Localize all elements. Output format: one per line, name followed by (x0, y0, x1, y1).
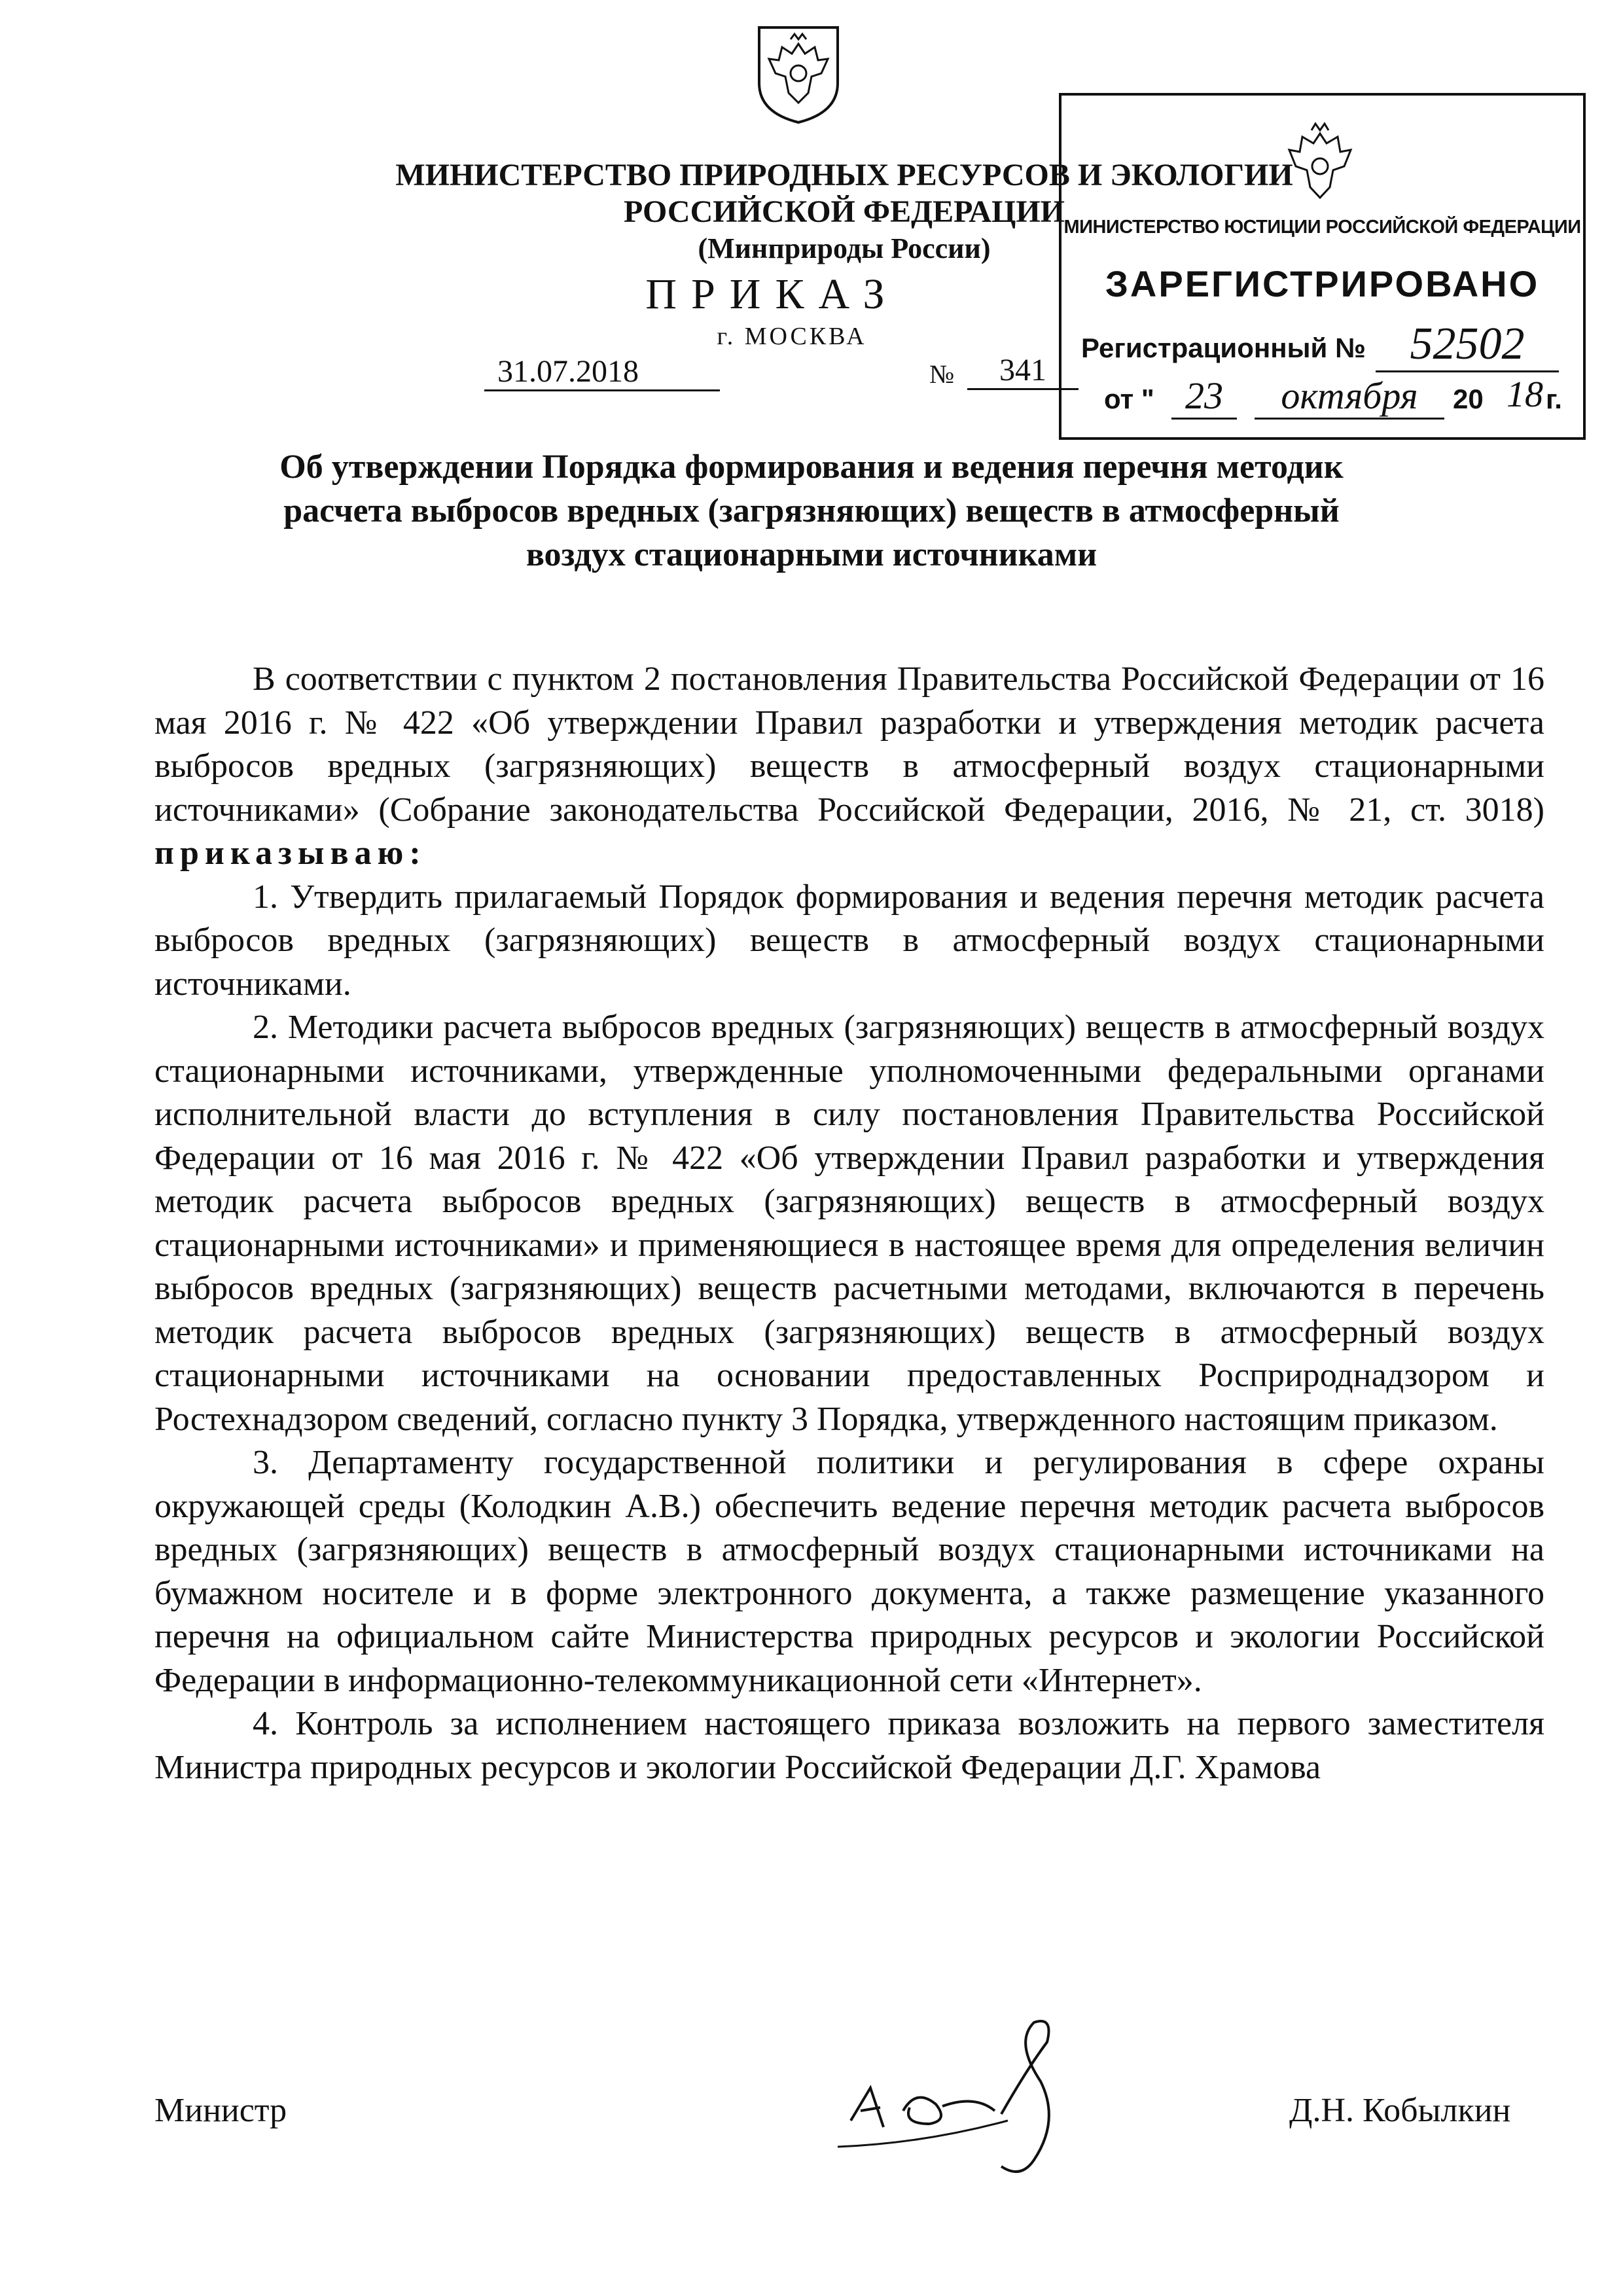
order-body (154, 658, 1544, 1789)
preamble-text: В соответствии с пунктом 2 постановления Правительства Российской Федерации от 16 мая 2016 г. № 422 «Об утверждении Правил разработки и утверждения методик расчета выбросов вредных (загрязняющих) веществ в атмосферный воздух стационарными источниками» (Собрание законодательства Российской Федерации, 2016, № 21, ст. 3018) (154, 660, 1544, 829)
item-4: 4. Контроль за исполнением настоящего приказа возложить на первого заместителя Министра природных ресурсов и экологии Российской Федерации Д.Г. Храмова (154, 1705, 1544, 1786)
stamp-ministry: МИНИСТЕРСТВО ЮСТИЦИИ РОССИЙСКОЙ ФЕДЕРАЦИИ (1063, 217, 1581, 238)
order-subject (236, 445, 1387, 577)
ministry-name-line2: РОССИЙСКОЙ ФЕДЕРАЦИИ (623, 194, 1065, 229)
stamp-reg-label: Регистрационный № (1081, 332, 1366, 363)
stamp-reg-number: 52502 (1376, 318, 1559, 372)
item-2: 2. Методики расчета выбросов вредных (загрязняющих) веществ в атмосферный воздух стационарными источниками, утвержденные уполномоченными федеральными органами исполнительной власти до вступления в силу постановления Правительства Российской Федерации от 16 мая 2016 г. № 422 «Об утверждении Правил разработки и утверждения методик расчета выбросов вредных (загрязняющих) веществ в атмосферный воздух стационарными источниками» и применяющиеся в настоящее время для определения величин выбросов вредных (загрязняющих) веществ расчетными методами, включаются в перечень методик расчета выбросов вредных (загрязняющих) веществ в атмосферный воздух стационарными источниками на основании предоставленных Росприроднадзором и Ростехнадзором сведений, согласно пункту 3 Порядка, утвержденного настоящим приказом. (154, 1009, 1544, 1438)
item-3: 3. Департаменту государственной политики и регулирования в сфере охраны окружающей среды (Колодкин А.В.) обеспечить ведение перечня методик расчета выбросов вредных (загрязняющих) веществ в атмосферный воздух стационарными источниками на бумажном носителе и в форме электронного документа, а также размещение указанного перечня на официальном сайте Министерства природных ресурсов и экологии Российской Федерации в информационно-телекоммуникационной сети «Интернет». (154, 1444, 1544, 1699)
stamp-date-year-suffix: 18 (1507, 374, 1543, 415)
city: г. МОСКВА (717, 323, 867, 350)
order-word: приказываю: (154, 834, 427, 872)
ministry-name-line1: МИНИСТЕРСТВО ПРИРОДНЫХ РЕСУРСОВ И ЭКОЛОГИИ (395, 158, 1293, 192)
stamp-date-suffix: г. (1546, 384, 1562, 414)
stamp-date-year-prefix: 20 (1453, 384, 1484, 414)
coat-of-arms-emblem (753, 21, 844, 126)
stamp-eagle-icon (1277, 114, 1363, 212)
handwritten-signature (825, 1990, 1106, 2186)
subject-line3: воздух стационарными источниками (526, 536, 1097, 573)
document-type: ПРИКАЗ (645, 270, 899, 318)
stamp-date-month: октября (1255, 374, 1444, 420)
order-number-label: № (929, 359, 955, 389)
ministry-short-name: (Минприроды России) (698, 232, 991, 264)
stamp-date-day: 23 (1171, 374, 1237, 420)
stamp-status: ЗАРЕГИСТРИРОВАНО (1105, 263, 1540, 304)
subject-line2: расчета выбросов вредных (загрязняющих) веществ в атмосферный (283, 492, 1340, 529)
registration-stamp (1059, 93, 1586, 440)
order-number: 341 (967, 352, 1079, 390)
signatory-name: Д.Н. Кобылкин (1289, 2092, 1511, 2129)
subject-line1: Об утверждении Порядка формирования и ведения перечня методик (279, 448, 1344, 486)
item-1: 1. Утвердить прилагаемый Порядок формирования и ведения перечня методик расчета выбросов вредных (загрязняющих) веществ в атмосферный воздух стационарными источниками. (154, 878, 1544, 1003)
order-date: 31.07.2018 (484, 353, 720, 391)
stamp-date-prefix: от " (1104, 384, 1154, 414)
signatory-position: Министр (154, 2092, 287, 2129)
preamble-paragraph (154, 658, 1544, 876)
